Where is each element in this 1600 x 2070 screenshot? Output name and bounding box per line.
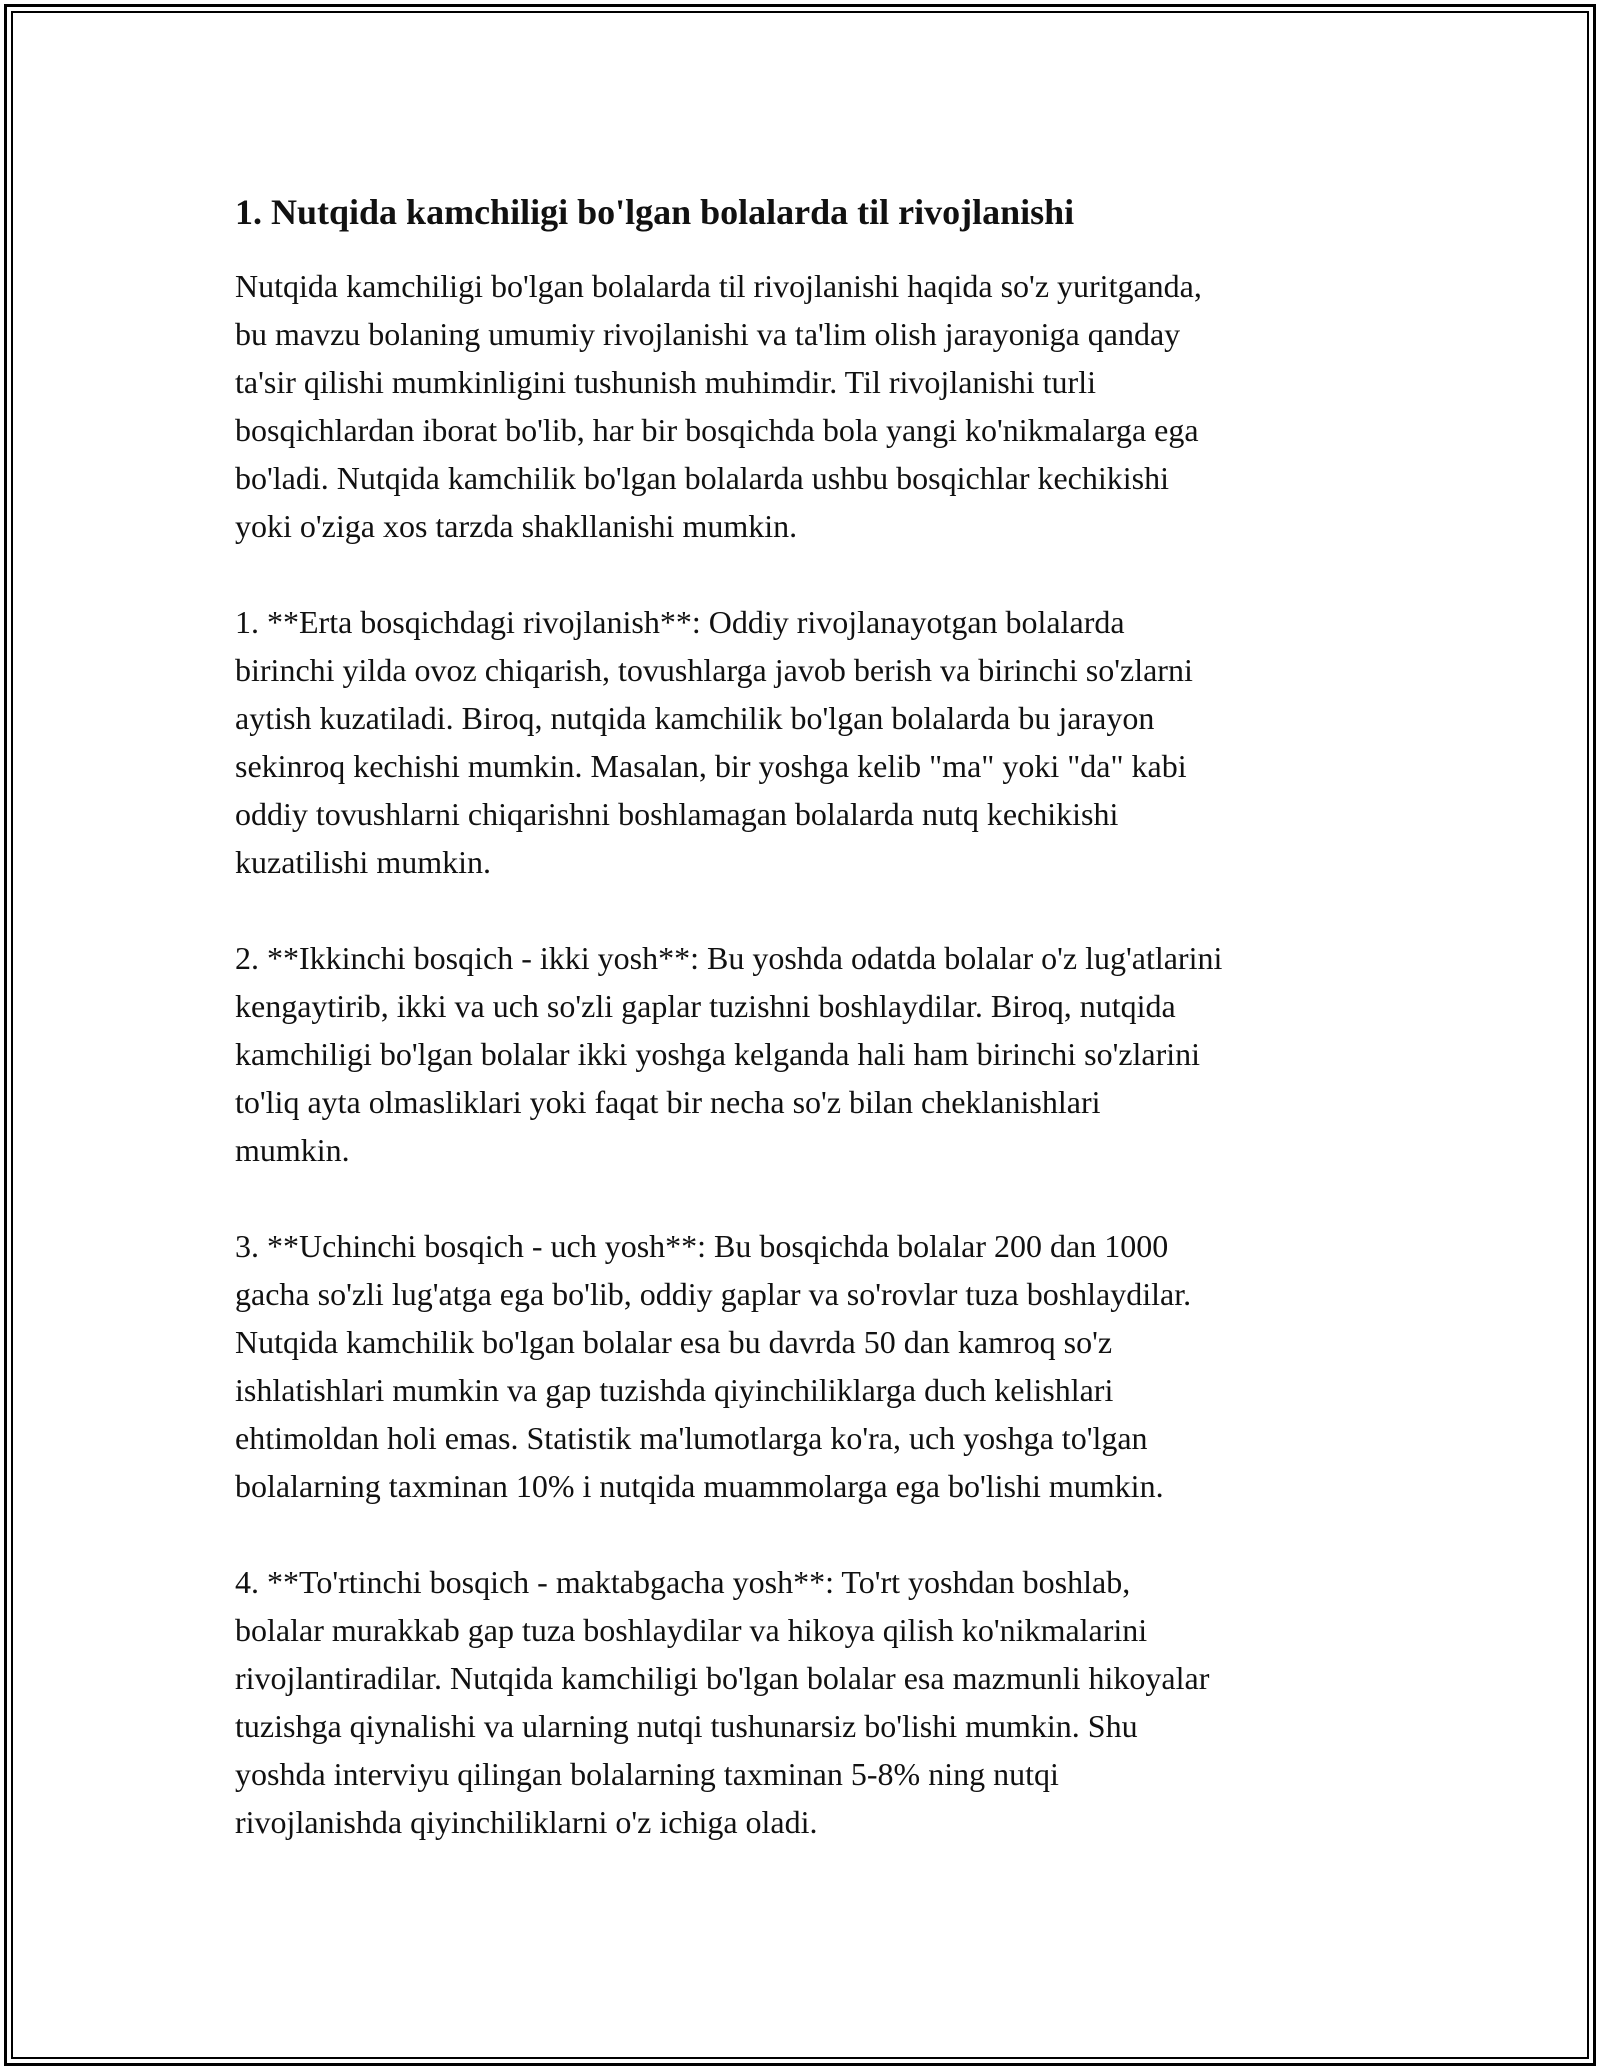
stage-3-paragraph: 3. **Uchinchi bosqich - uch yosh**: Bu bosqichda bolalar 200 dan 1000 gacha so'zli lug'atga ega bo'lib, oddiy gaplar va so'rovlar tuza boshlaydilar. Nutqida kamchilik bo'lgan bolalar esa bu davrda 50 dan kamroq so'z ishlatishlari mumkin va gap tuzishda qiyinchiliklarga duch kelishlari ehtimoldan holi emas. Statistik ma'lumotlarga ko'ra, uch yoshga to'lgan bolalarning taxminan 10% i nutqida muammolarga ega bo'lishi mumkin. bbox=[235, 1228, 1192, 1504]
document-title: 1. Nutqida kamchiligi bo'lgan bolalarda til rivojlanishi bbox=[235, 192, 1075, 232]
stage-1-paragraph: 1. **Erta bosqichdagi rivojlanish**: Oddiy rivojlanayotgan bolalarda birinchi yilda ovoz chiqarish, tovushlarga javob berish va birinchi so'zlarni aytish kuzatiladi. Biroq, nutqida kamchilik bo'lgan bolalarda bu jarayon sekinroq kechishi mumkin. Masalan, bir yoshga kelib "ma" yoki "da" kabi oddiy tovushlarni chiqarishni boshlamagan bolalarda nutq kechikishi kuzatilishi mumkin. bbox=[235, 604, 1193, 880]
intro-paragraph: Nutqida kamchiligi bo'lgan bolalarda til rivojlanishi haqida so'z yuritganda, bu mavzu bolaning umumiy rivojlanishi va ta'lim olish jarayoniga qanday ta'sir qilishi mumkinligini tushunish muhimdir. Til rivojlanishi turli bosqichlardan iborat bo'lib, har bir bosqichda bola yangi ko'nikmalarga ega bo'ladi. Nutqida kamchilik bo'lgan bolalarda ushbu bosqichlar kechikishi yoki o'ziga xos tarzda shakllanishi mumkin. bbox=[235, 268, 1202, 544]
stage-2-paragraph: 2. **Ikkinchi bosqich - ikki yosh**: Bu yoshda odatda bolalar o'z lug'atlarini kengaytirib, ikki va uch so'zli gaplar tuzishni boshlaydilar. Biroq, nutqida kamchiligi bo'lgan bolalar ikki yoshga kelganda hali ham birinchi so'zlarini to'liq ayta olmasliklari yoki faqat bir necha so'z bilan cheklanishlari mumkin. bbox=[235, 940, 1223, 1168]
stage-4-paragraph: 4. **To'rtinchi bosqich - maktabgacha yosh**: To'rt yoshdan boshlab, bolalar murakkab gap tuza boshlaydilar va hikoya qilish ko'nikmalarini rivojlantiradilar. Nutqida kamchiligi bo'lgan bolalar esa mazmunli hikoyalar tuzishga qiynalishi va ularning nutqi tushunarsiz bo'lishi mumkin. Shu yoshda interviyu qilingan bolalarning taxminan 5-8% ning nutqi rivojlanishda qiyinchiliklarni o'z ichiga oladi. bbox=[235, 1564, 1210, 1840]
document-body bbox=[235, 190, 1385, 1894]
